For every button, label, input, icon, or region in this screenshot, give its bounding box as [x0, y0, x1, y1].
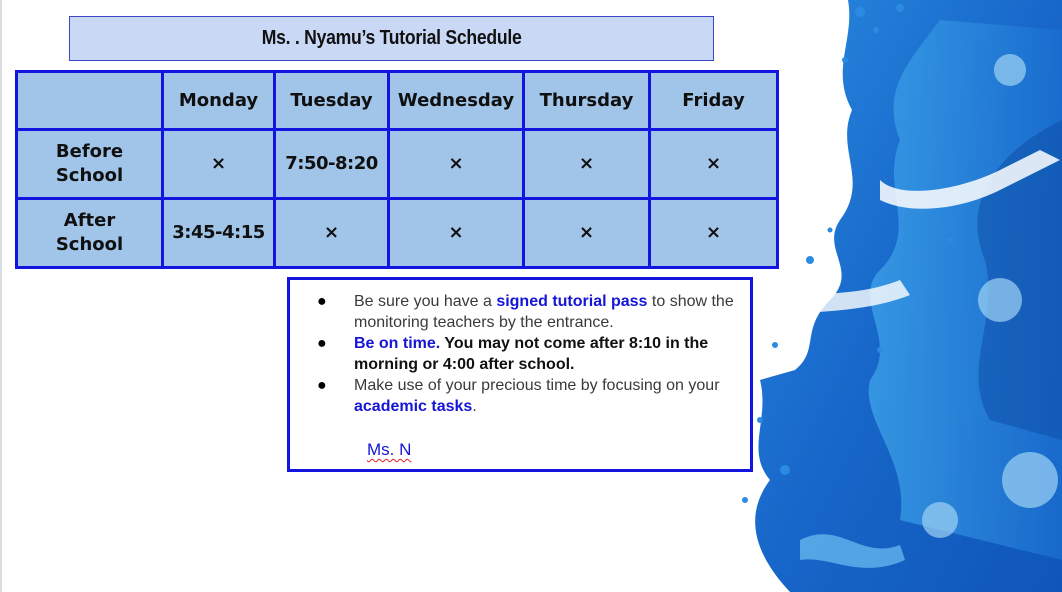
header-cell-wednesday: Wednesday: [389, 72, 524, 130]
note-text: Be sure you have a: [354, 293, 497, 310]
note-highlight: Be on time.: [354, 335, 441, 352]
header-cell-tuesday: Tuesday: [275, 72, 389, 130]
note-text: Make use of your precious time by focusing on your: [354, 377, 720, 394]
schedule-title: Ms. . Nyamu’s Tutorial Schedule: [261, 27, 522, 49]
row-label-text: After School: [55, 210, 124, 255]
cell-before-friday: ×: [650, 130, 778, 199]
signature: Ms. N: [367, 440, 412, 459]
cell-after-wednesday: ×: [389, 199, 524, 268]
cell-after-friday: ×: [650, 199, 778, 268]
note-highlight: academic tasks: [354, 398, 473, 415]
table-header-row: [17, 72, 778, 130]
note-text: You may not come after 8:10 in the morning or 4:00 after school.: [354, 335, 709, 373]
note-item-be-on-time: [314, 333, 744, 375]
note-highlight: signed tutorial pass: [496, 293, 648, 310]
cell-after-monday: 3:45-4:15: [163, 199, 275, 268]
bullet-icon: ●: [317, 293, 327, 310]
cell-after-tuesday: ×: [275, 199, 389, 268]
header-cell-monday: Monday: [163, 72, 275, 130]
header-cell-friday: Friday: [650, 72, 778, 130]
cell-before-thursday: ×: [524, 130, 650, 199]
notes-box: [287, 277, 753, 472]
cell-before-monday: ×: [163, 130, 275, 199]
schedule-title-box: [69, 16, 714, 61]
table-row-after-school: [17, 199, 778, 268]
row-label-after-school: [17, 199, 163, 268]
bullet-icon: ●: [317, 335, 327, 352]
row-label-text: Before School: [55, 141, 124, 186]
bullet-icon: ●: [317, 377, 327, 394]
cell-before-wednesday: ×: [389, 130, 524, 199]
cell-after-thursday: ×: [524, 199, 650, 268]
note-text: .: [472, 398, 477, 415]
header-cell-thursday: Thursday: [524, 72, 650, 130]
note-item-tutorial-pass: [314, 291, 744, 333]
cell-before-tuesday: 7:50-8:20: [275, 130, 389, 199]
header-cell-blank: [17, 72, 163, 130]
note-item-use-time: [314, 375, 744, 417]
table-row-before-school: [17, 130, 778, 199]
row-label-before-school: [17, 130, 163, 199]
slide-left-edge: [0, 0, 2, 592]
tutorial-schedule-table: [15, 70, 779, 269]
note-text: to show the monitoring teachers by the entrance.: [354, 293, 734, 331]
notes-list: [314, 291, 744, 417]
